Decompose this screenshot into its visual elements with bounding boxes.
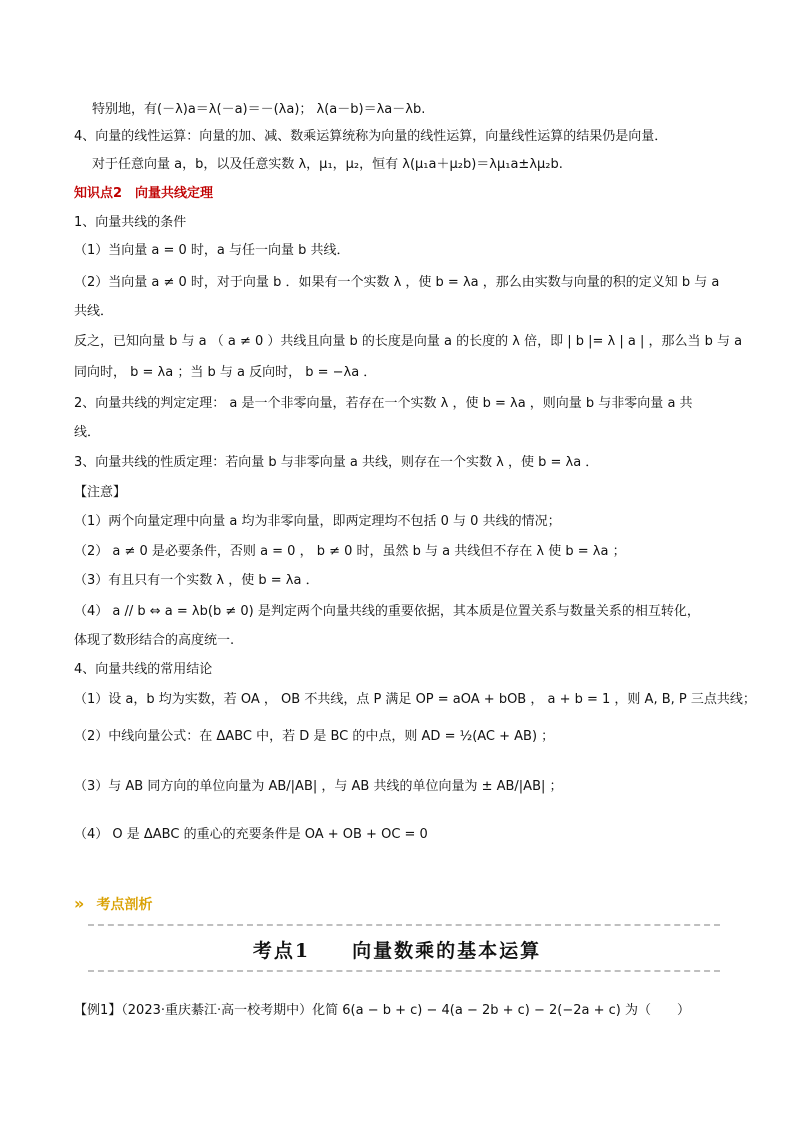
double-chevron-icon: » [74, 894, 85, 913]
line-special-case: 特别地，有(－λ)a＝λ(－a)＝－(λa)； λ(a－b)＝λa－λb. [92, 102, 426, 117]
conclusion-3: （3）与 AB 同方向的单位向量为 AB/|AB| ，与 AB 共线的单位向量为 ± AB/|AB| ； [74, 779, 563, 794]
line-converse: 反之，已知向量 b 与 a （ a ≠ 0 ）共线且向量 b 的长度是向量 a 的长度的 λ 倍，即 | b |= λ | a | ，那么当 b 与 a [74, 334, 743, 349]
divider-top [88, 924, 720, 926]
note-4: （4） a // b ⇔ a = λb(b ≠ 0) 是判定两个向量共线的重要依据，其本质是位置关系与数量关系的相互转化， [74, 604, 700, 619]
line-linear-identity: 对于任意向量 a，b，以及任意实数 λ，μ₁，μ₂，恒有 λ(μ₁a＋μ₂b)＝λμ₁a±λμ₂b. [92, 157, 563, 172]
line-condition-1: （1）当向量 a = 0 时，a 与任一向量 b 共线． [74, 243, 350, 258]
line-condition-2-end: 共线． [74, 304, 114, 319]
line-common-conclusions: 4、向量共线的常用结论 [74, 662, 213, 677]
line-decision-theorem-end: 线． [74, 425, 101, 440]
line-condition-2: （2）当向量 a ≠ 0 时，对于向量 b ．如果有一个实数 λ ，使 b = λa ，那么由实数与向量的积的定义知 b 与 a [74, 275, 720, 290]
note-1: （1）两个向量定理中向量 a 均为非零向量，即两定理均不包括 0 与 0 共线的情况； [74, 514, 561, 529]
conclusion-4: （4） O 是 ΔABC 的重心的充要条件是 OA + OB + OC = 0 [74, 827, 428, 842]
conclusion-2: （2）中线向量公式：在 ΔABC 中，若 D 是 BC 的中点，则 AD = ½(AC + AB) ； [74, 729, 555, 744]
line-decision-theorem: 2、向量共线的判定定理： a 是一个非零向量，若存在一个实数 λ ，使 b = λa ，则向量 b 与非零向量 a 共 [74, 396, 693, 411]
line-converse-end: 同向时， b = λa ；当 b 与 a 反向时， b = −λa ． [74, 365, 377, 380]
note-2: （2） a ≠ 0 是必要条件，否则 a = 0 ， b ≠ 0 时，虽然 b 与 a 共线但不存在 λ 使 b = λa ； [74, 544, 626, 559]
section-label: 考点剖析 [96, 897, 153, 913]
line-linear-operations: 4、向量的线性运算：向量的加、减、数乘运算统称为向量的线性运算，向量线性运算的结果仍是向量． [74, 129, 668, 144]
knowledge-point-title: 知识点2 向量共线定理 [74, 186, 214, 201]
note-3: （3）有且只有一个实数 λ ，使 b = λa ． [74, 573, 319, 588]
note-header: 【注意】 [74, 485, 127, 500]
divider-bottom [88, 970, 720, 972]
line-collinear-conditions: 1、向量共线的条件 [74, 215, 187, 230]
section-header [74, 896, 152, 912]
note-4-end: 体现了数形结合的高度统一. [74, 633, 235, 648]
conclusion-1: （1）设 a，b 均为实数，若 OA ， OB 不共线，点 P 满足 OP = aOA + bOB ， a + b = 1 ，则 A, B, P 三点共线； [74, 692, 756, 707]
line-property-theorem: 3、向量共线的性质定理：若向量 b 与非零向量 a 共线，则存在一个实数 λ ，使 b = λa ． [74, 455, 599, 470]
topic-heading: 考点1 向量数乘的基本运算 [252, 940, 542, 962]
example-1: 【例1】（2023·重庆綦江·高一校考期中）化简 6(a − b + c) − 4(a − 2b + c) − 2(−2a + c) 为（ ） [74, 1003, 691, 1018]
